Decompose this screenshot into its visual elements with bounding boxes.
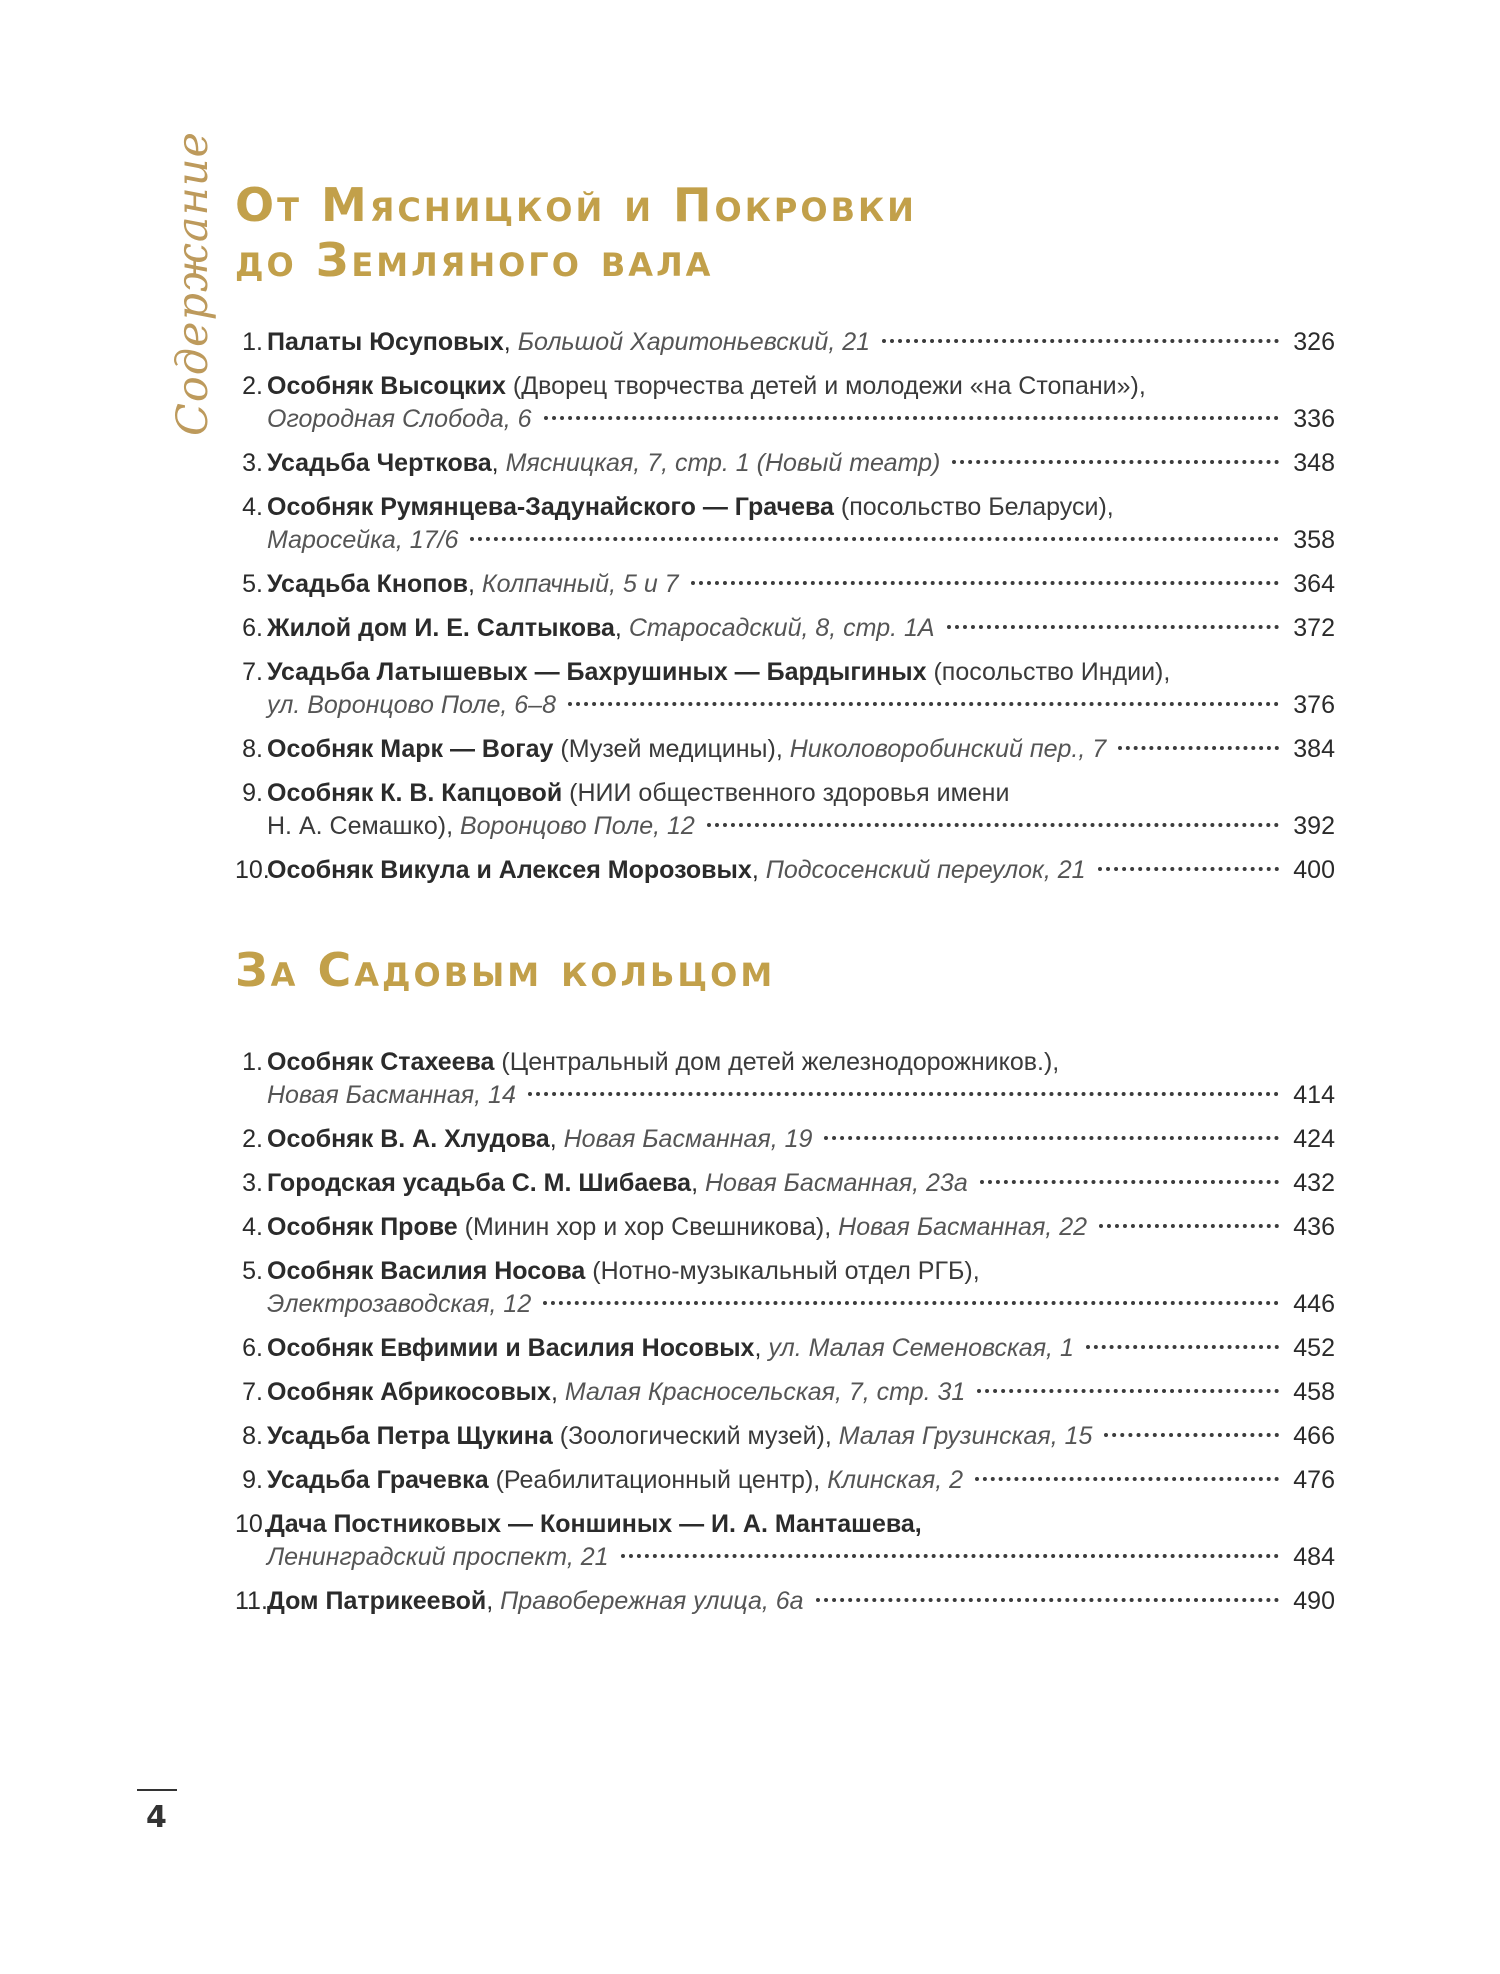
section-2 [235, 943, 1335, 1629]
section-2-title: За Садовым кольцом [235, 943, 776, 997]
page-number: 4 [146, 1800, 167, 1835]
toc-entry[interactable]: 4. Особняк Румянцева-Задунайского — Грачева (посольство Беларуси), Маросейка, 17/6 358 [242, 493, 1335, 554]
toc-entry[interactable]: 4. Особняк Прове (Минин хор и хор Свешникова), Новая Басманная, 22 436 [242, 1213, 1335, 1241]
section-1 [235, 178, 1335, 898]
toc-entry[interactable]: 2. Особняк В. А. Хлудова , Новая Басманная, 19 424 [242, 1125, 1335, 1153]
toc-entry[interactable]: 3. Городская усадьба С. М. Шибаева , Новая Басманная, 23а 432 [242, 1169, 1335, 1197]
toc-entry[interactable]: 6. Особняк Евфимии и Василия Носовых , ул. Малая Семеновская, 1 452 [242, 1334, 1335, 1362]
toc-entry[interactable]: 5. Особняк Василия Носова (Нотно-музыкальный отдел РГБ), Электрозаводская, 12 446 [242, 1257, 1335, 1318]
toc-entry[interactable]: 9. Усадьба Грачевка (Реабилитационный центр), Клинская, 2 476 [242, 1466, 1335, 1494]
toc-entry[interactable]: 7. Особняк Абрикосовых , Малая Красносельская, 7, стр. 31 458 [242, 1378, 1335, 1406]
toc-entry[interactable]: 1. Палаты Юсуповых , Большой Харитоньевский, 21 326 [242, 328, 1335, 356]
toc-entry[interactable]: 6. Жилой дом И. Е. Салтыкова , Старосадский, 8, стр. 1А 372 [242, 614, 1335, 642]
footer-rule [137, 1789, 177, 1791]
toc-entry[interactable]: 11. Дом Патрикеевой , Правобережная улица, 6а 490 [235, 1587, 1335, 1615]
toc-entry[interactable]: 3. Усадьба Черткова , Мясницкая, 7, стр. 1 (Новый театр) 348 [242, 449, 1335, 477]
toc-entry[interactable]: 2. Особняк Высоцких (Дворец творчества детей и молодежи «на Стопани»), Огородная Слобода, 6 336 [242, 372, 1335, 433]
toc-entry[interactable]: 1. Особняк Стахеева (Центральный дом детей железнодорожников.), Новая Басманная, 14 414 [242, 1048, 1335, 1109]
toc-entry[interactable]: 7. Усадьба Латышевых — Бахрушиных — Бардыгиных (посольство Индии), ул. Воронцово Поле, 6–8 376 [242, 658, 1335, 719]
toc-entry[interactable]: 8. Особняк Марк — Вогау (Музей медицины), Николоворобинский пер., 7 384 [242, 735, 1335, 763]
toc-entry[interactable]: 8. Усадьба Петра Щукина (Зоологический музей), Малая Грузинская, 15 466 [242, 1422, 1335, 1450]
section-1-title: От Мясницкой и Покровки до Земляного вала [235, 178, 917, 287]
toc-entry[interactable]: 9. Особняк К. В. Капцовой (НИИ общественного здоровья имени Н. А. Семашко), Воронцово Поле, 12 392 [242, 779, 1335, 840]
toc-entry[interactable]: 5. Усадьба Кнопов , Колпачный, 5 и 7 364 [242, 570, 1335, 598]
toc-entry[interactable]: 10. Особняк Викула и Алексея Морозовых , Подсосенский переулок, 21 400 [235, 856, 1335, 884]
toc-entry[interactable]: 10. Дача Постниковых — Коншиных — И. А. Манташева, Ленинградский проспект, 21 484 [235, 1510, 1335, 1571]
